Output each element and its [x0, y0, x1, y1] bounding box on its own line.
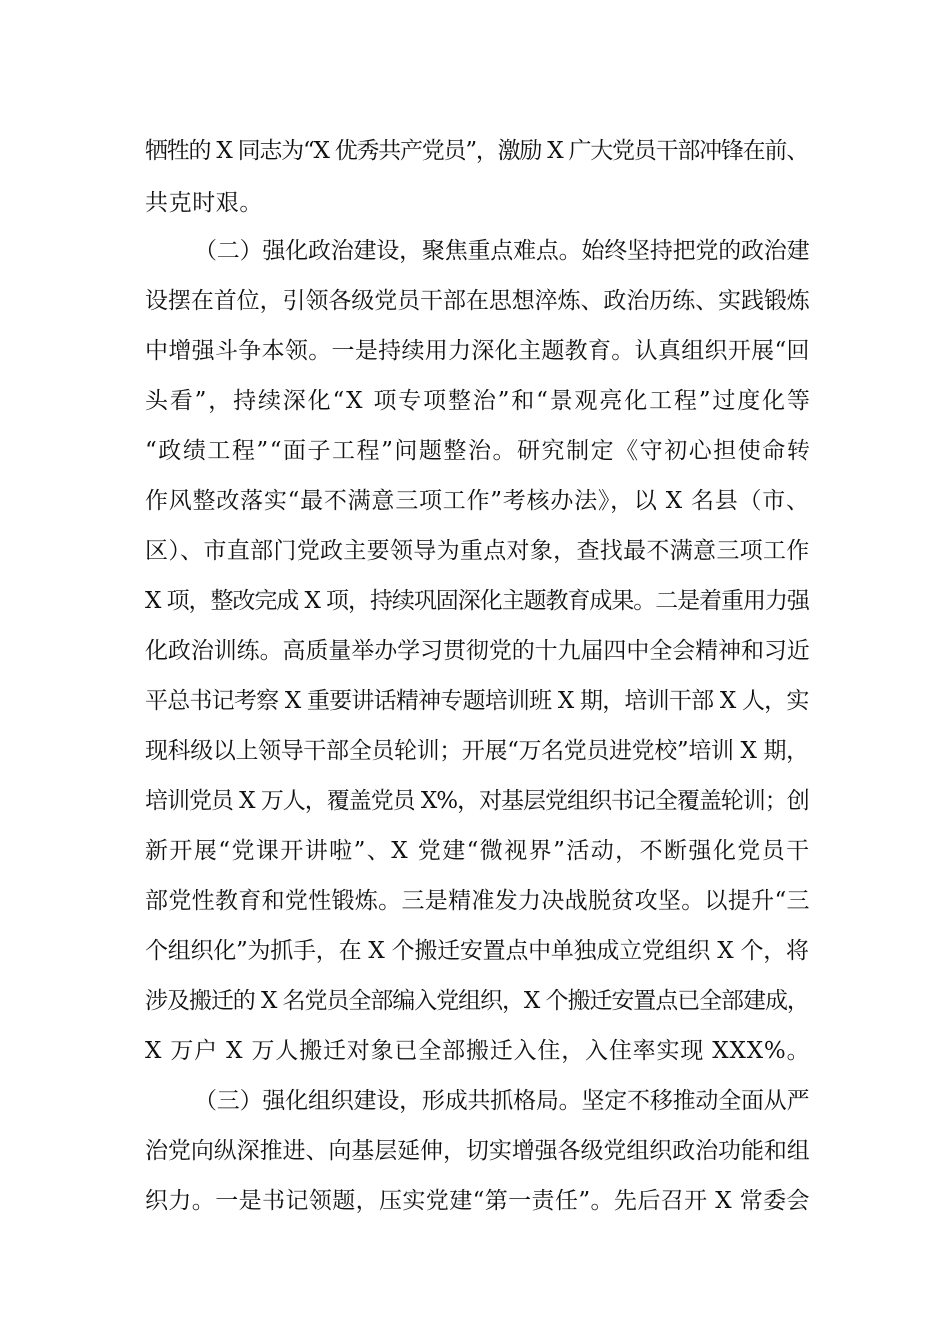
paragraph-2-line-8: X 项，整改完成 X 项，持续巩固深化主题教育成果。二是着重用力强: [145, 588, 809, 614]
paragraph-2-line-12: 培训党员 X 万人，覆盖党员 X%，对基层党组织书记全覆盖轮训；创: [145, 788, 809, 814]
paragraph-3-line-3: 织力。一是书记领题，压实党建“第一责任”。先后召开 X 常委会: [145, 1188, 810, 1214]
paragraph-1-line-1: 牺牲的 X 同志为“X 优秀共产党员”，激励 X 广大党员干部冲锋在前、: [145, 138, 808, 164]
paragraph-3-line-2: 治党向纵深推进、向基层延伸，切实增强各级党组织政治功能和组: [145, 1138, 810, 1164]
paragraph-2-line-4: 头看”，持续深化“X 项专项整治”和“景观亮化工程”过度化等: [145, 388, 812, 414]
paragraph-2-line-15: 个组织化”为抓手，在 X 个搬迁安置点中单独成立党组织 X 个，将: [145, 938, 809, 964]
paragraph-2-line-9: 化政治训练。高质量举办学习贯彻党的十九届四中全会精神和习近: [145, 638, 810, 664]
paragraph-2-line-13: 新开展“党课开讲啦”、X 党建“微视界”活动，不断强化党员干: [145, 838, 811, 864]
paragraph-2-line-11: 现科级以上领导干部全员轮训；开展“万名党员进党校”培训 X 期，: [145, 738, 809, 764]
paragraph-3-line-1: （三）强化组织建设，形成共抓格局。坚定不移推动全面从严: [194, 1088, 810, 1114]
paragraph-2-line-10: 平总书记考察 X 重要讲话精神专题培训班 X 期，培训干部 X 人，实: [145, 688, 809, 714]
paragraph-2-line-1: （二）强化政治建设，聚焦重点难点。始终坚持把党的政治建: [194, 238, 810, 264]
paragraph-1-line-2: 共克时艰。: [145, 190, 263, 216]
paragraph-2-line-7: 区）、市直部门党政主要领导为重点对象，查找最不满意三项工作: [145, 538, 810, 564]
paragraph-2-line-14: 部党性教育和党性锻炼。三是精准发力决战脱贫攻坚。以提升“三: [145, 888, 810, 914]
paragraph-2-line-16: 涉及搬迁的 X 名党员全部编入党组织，X 个搬迁安置点已全部建成，: [145, 988, 809, 1014]
paragraph-2-line-6: 作风整改落实“最不满意三项工作”考核办法》，以 X 名县（市、: [145, 488, 810, 514]
paragraph-2-line-3: 中增强斗争本领。一是持续用力深化主题教育。认真组织开展“回: [145, 338, 810, 364]
paragraph-2-line-5: “政绩工程”“面子工程”问题整治。研究制定《守初心担使命转: [145, 438, 812, 464]
paragraph-2-line-2: 设摆在首位，引领各级党员干部在思想淬炼、政治历练、实践锻炼: [145, 288, 810, 314]
paragraph-2-line-17: X 万户 X 万人搬迁对象已全部搬迁入住，入住率实现 XXX%。: [145, 1038, 811, 1064]
